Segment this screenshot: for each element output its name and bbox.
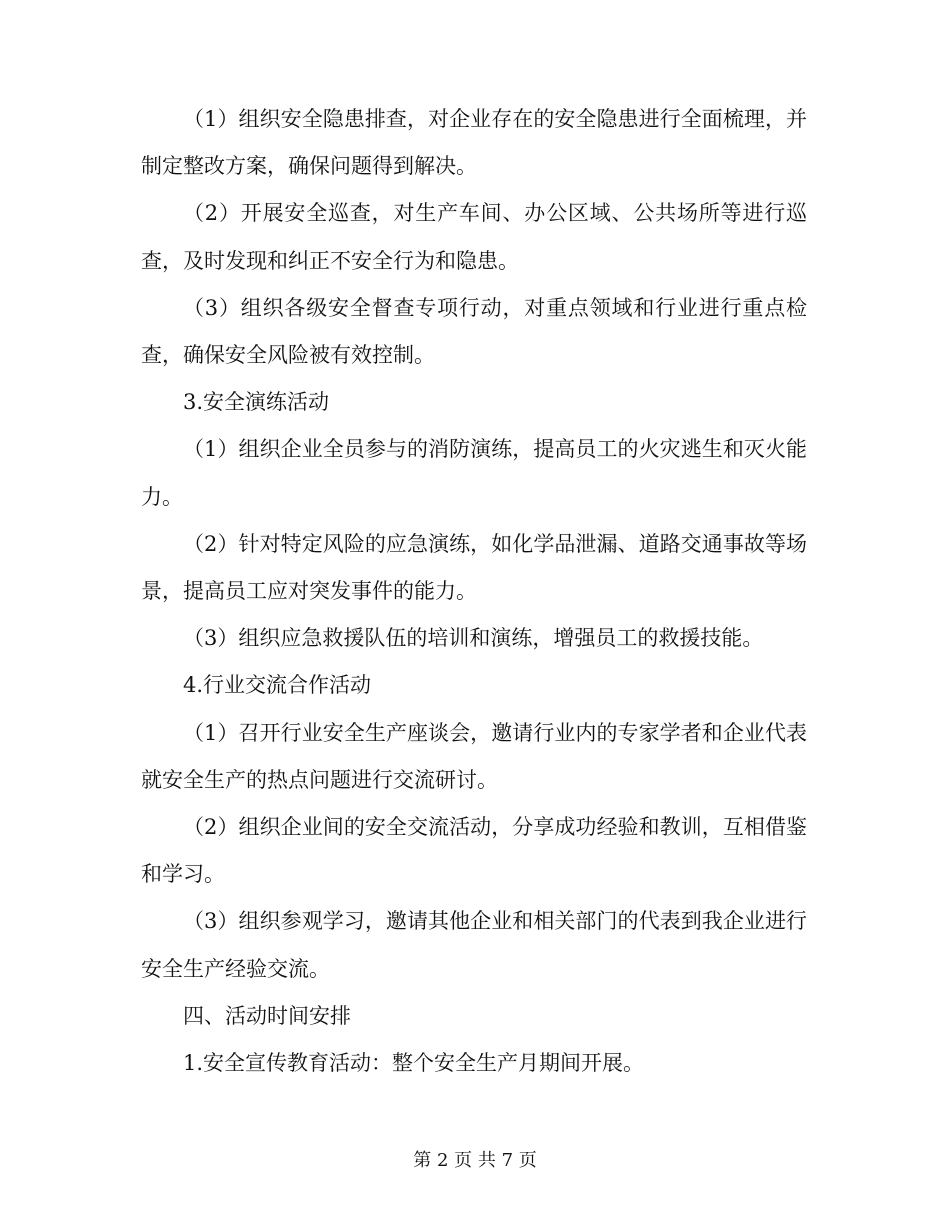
- paragraph-rescue-training: （3）组织应急救援队伍的培训和演练，增强员工的救援技能。: [183, 626, 764, 651]
- paragraph-symposium: （1）召开行业安全生产座谈会，邀请行业内的专家学者和企业代表就安全生产的热点问题进行交流研讨。: [141, 720, 807, 792]
- document-body: [141, 96, 807, 1087]
- paragraph-visit-study: （3）组织参观学习，邀请其他企业和相关部门的代表到我企业进行安全生产经验交流。: [141, 909, 807, 981]
- paragraph-publicity-schedule: 1.安全宣传教育活动：整个安全生产月期间开展。: [183, 1051, 645, 1076]
- heading-safety-drill: 3.安全演练活动: [183, 390, 330, 415]
- heading-industry-exchange: 4.行业交流合作活动: [183, 673, 372, 698]
- paragraph-inter-enterprise-exchange: （2）组织企业间的安全交流活动，分享成功经验和教训，互相借鉴和学习。: [141, 815, 807, 887]
- heading-schedule: 四、活动时间安排: [183, 1003, 351, 1028]
- page-footer: 第 2 页 共 7 页: [413, 1150, 537, 1171]
- paragraph-hazard-inspection: （1）组织安全隐患排查，对企业存在的安全隐患进行全面梳理，并制定整改方案，确保问题得到解决。: [141, 107, 807, 179]
- paragraph-special-supervision: （3）组织各级安全督查专项行动，对重点领域和行业进行重点检查，确保安全风险被有效控制。: [141, 295, 807, 368]
- paragraph-emergency-drill: （2）针对特定风险的应急演练，如化学品泄漏、道路交通事故等场景，提高员工应对突发事件的能力。: [141, 531, 807, 604]
- paragraph-fire-drill: （1）组织企业全员参与的消防演练，提高员工的火灾逃生和灭火能力。: [141, 437, 807, 509]
- paragraph-safety-patrol: （2）开展安全巡查，对生产车间、办公区域、公共场所等进行巡查，及时发现和纠正不安全行为和隐患。: [141, 201, 807, 273]
